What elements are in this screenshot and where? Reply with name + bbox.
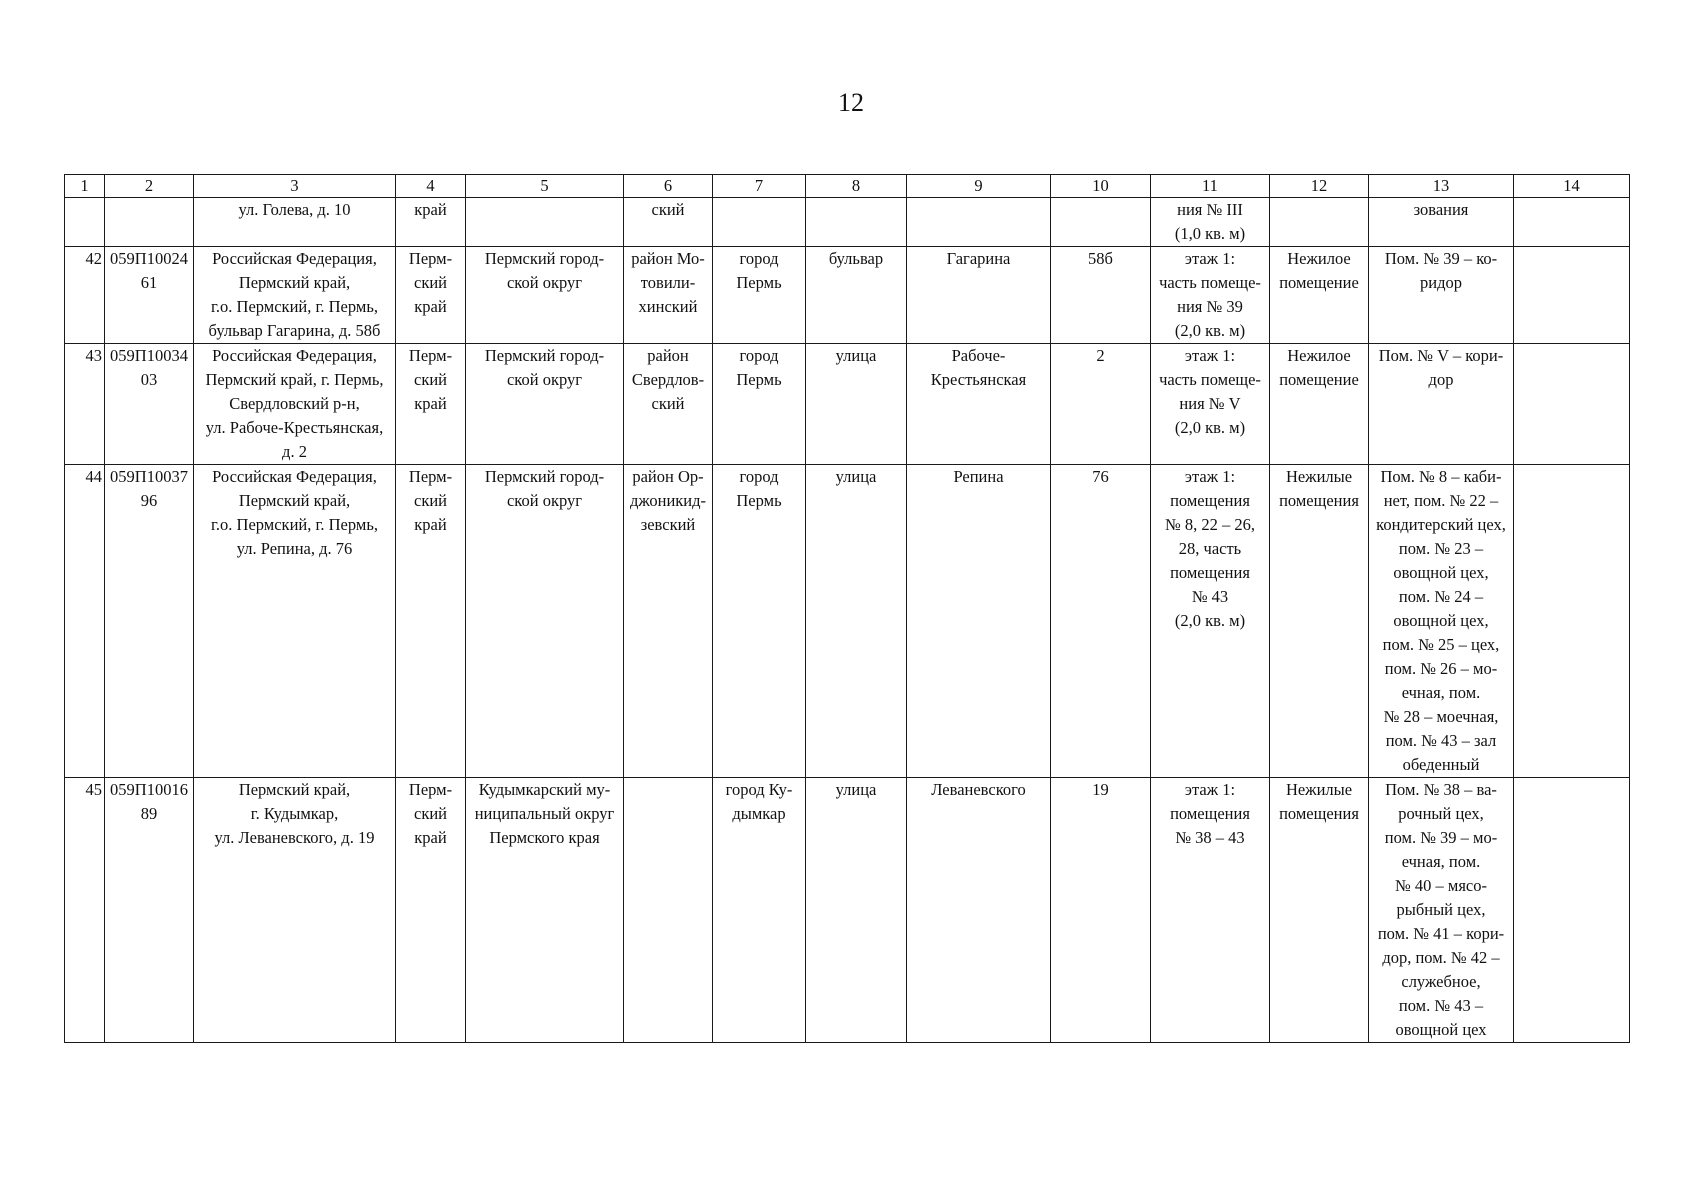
property-table bbox=[64, 174, 1630, 1043]
cell-city: город Ку- дымкар bbox=[713, 778, 806, 1043]
table-row-43 bbox=[65, 344, 1630, 465]
cell-district: ский bbox=[624, 198, 713, 247]
cell-house-number bbox=[1051, 198, 1151, 247]
cell-address: Российская Федерация, Пермский край, г.о. Пермский, г. Пермь, ул. Репина, д. 76 bbox=[194, 465, 396, 778]
cell-house-number: 58б bbox=[1051, 247, 1151, 344]
cell-street-type: улица bbox=[806, 465, 907, 778]
cell-street-name: Гагарина bbox=[907, 247, 1051, 344]
cell-premises-purpose: зования bbox=[1369, 198, 1514, 247]
table-row-45 bbox=[65, 778, 1630, 1043]
cell-house-number: 2 bbox=[1051, 344, 1151, 465]
cell-col14 bbox=[1514, 465, 1630, 778]
col-header-1: 1 bbox=[65, 175, 105, 198]
cell-region: Перм- ский край bbox=[396, 465, 466, 778]
cell-region: Перм- ский край bbox=[396, 778, 466, 1043]
cell-street-name: Леваневского bbox=[907, 778, 1051, 1043]
cell-floor-premises: этаж 1: помещения № 38 – 43 bbox=[1151, 778, 1270, 1043]
col-header-11: 11 bbox=[1151, 175, 1270, 198]
cell-street-type bbox=[806, 198, 907, 247]
cell-premises-type: Нежилое помещение bbox=[1270, 344, 1369, 465]
cell-street-name bbox=[907, 198, 1051, 247]
cell-number: 45 bbox=[65, 778, 105, 1043]
cell-cadastral-id: 059П10034 03 bbox=[105, 344, 194, 465]
cell-street-name: Рабоче- Крестьянская bbox=[907, 344, 1051, 465]
cell-col14 bbox=[1514, 344, 1630, 465]
cell-street-type: бульвар bbox=[806, 247, 907, 344]
col-header-9: 9 bbox=[907, 175, 1051, 198]
cell-city: город Пермь bbox=[713, 465, 806, 778]
page-number: 12 bbox=[838, 88, 864, 117]
cell-street-type: улица bbox=[806, 778, 907, 1043]
cell-street-type: улица bbox=[806, 344, 907, 465]
cell-cadastral-id bbox=[105, 198, 194, 247]
cell-municipality: Пермский город- ской округ bbox=[466, 344, 624, 465]
col-header-13: 13 bbox=[1369, 175, 1514, 198]
cell-district: район Мо- товили- хинский bbox=[624, 247, 713, 344]
table-row-continuation bbox=[65, 198, 1630, 247]
cell-cadastral-id: 059П10024 61 bbox=[105, 247, 194, 344]
cell-floor-premises: этаж 1: часть помеще- ния № 39 (2,0 кв. м) bbox=[1151, 247, 1270, 344]
cell-district bbox=[624, 778, 713, 1043]
cell-region: край bbox=[396, 198, 466, 247]
cell-number: 44 bbox=[65, 465, 105, 778]
cell-street-name: Репина bbox=[907, 465, 1051, 778]
table-row-44 bbox=[65, 465, 1630, 778]
col-header-5: 5 bbox=[466, 175, 624, 198]
cell-floor-premises: этаж 1: помещения № 8, 22 – 26, 28, часть помещения № 43 (2,0 кв. м) bbox=[1151, 465, 1270, 778]
cell-col14 bbox=[1514, 198, 1630, 247]
cell-cadastral-id: 059П10037 96 bbox=[105, 465, 194, 778]
col-header-8: 8 bbox=[806, 175, 907, 198]
cell-col14 bbox=[1514, 778, 1630, 1043]
col-header-4: 4 bbox=[396, 175, 466, 198]
cell-city bbox=[713, 198, 806, 247]
cell-premises-purpose: Пом. № 39 – ко- ридор bbox=[1369, 247, 1514, 344]
cell-floor-premises: ния № III (1,0 кв. м) bbox=[1151, 198, 1270, 247]
col-header-14: 14 bbox=[1514, 175, 1630, 198]
cell-district: район Ор- джоникид- зевский bbox=[624, 465, 713, 778]
cell-city: город Пермь bbox=[713, 344, 806, 465]
cell-number bbox=[65, 198, 105, 247]
cell-address: Российская Федерация, Пермский край, г.о. Пермский, г. Пермь, бульвар Гагарина, д. 58б bbox=[194, 247, 396, 344]
cell-region: Перм- ский край bbox=[396, 247, 466, 344]
cell-premises-purpose: Пом. № 8 – каби- нет, пом. № 22 – кондитерский цех, пом. № 23 – овощной цех, пом. № 24 – овощной цех, пом. № 25 – цех, пом. № 26 – мо- ечная, пом. № 28 – моечная, пом. № 43 – зал обеденный bbox=[1369, 465, 1514, 778]
col-header-7: 7 bbox=[713, 175, 806, 198]
header-row bbox=[65, 175, 1630, 198]
col-header-12: 12 bbox=[1270, 175, 1369, 198]
cell-premises-type: Нежилое помещение bbox=[1270, 247, 1369, 344]
cell-col14 bbox=[1514, 247, 1630, 344]
cell-municipality: Пермский город- ской округ bbox=[466, 247, 624, 344]
table-row-42 bbox=[65, 247, 1630, 344]
cell-municipality: Кудымкарский му- ниципальный округ Пермского края bbox=[466, 778, 624, 1043]
col-header-6: 6 bbox=[624, 175, 713, 198]
col-header-10: 10 bbox=[1051, 175, 1151, 198]
cell-address: ул. Голева, д. 10 bbox=[194, 198, 396, 247]
cell-municipality bbox=[466, 198, 624, 247]
cell-address: Российская Федерация, Пермский край, г. Пермь, Свердловский р-н, ул. Рабоче-Крестьянская, д. 2 bbox=[194, 344, 396, 465]
col-header-3: 3 bbox=[194, 175, 396, 198]
cell-region: Перм- ский край bbox=[396, 344, 466, 465]
cell-district: район Свердлов- ский bbox=[624, 344, 713, 465]
cell-premises-purpose: Пом. № V – кори- дор bbox=[1369, 344, 1514, 465]
cell-premises-type bbox=[1270, 198, 1369, 247]
cell-number: 42 bbox=[65, 247, 105, 344]
cell-floor-premises: этаж 1: часть помеще- ния № V (2,0 кв. м) bbox=[1151, 344, 1270, 465]
cell-house-number: 76 bbox=[1051, 465, 1151, 778]
cell-cadastral-id: 059П10016 89 bbox=[105, 778, 194, 1043]
cell-premises-type: Нежилые помещения bbox=[1270, 778, 1369, 1043]
cell-premises-purpose: Пом. № 38 – ва- рочный цех, пом. № 39 – мо- ечная, пом. № 40 – мясо- рыбный цех, пом. № 41 – кори- дор, пом. № 42 – служебное, пом. № 43 – овощной цех bbox=[1369, 778, 1514, 1043]
cell-number: 43 bbox=[65, 344, 105, 465]
cell-address: Пермский край, г. Кудымкар, ул. Леваневского, д. 19 bbox=[194, 778, 396, 1043]
cell-municipality: Пермский город- ской округ bbox=[466, 465, 624, 778]
cell-premises-type: Нежилые помещения bbox=[1270, 465, 1369, 778]
cell-city: город Пермь bbox=[713, 247, 806, 344]
col-header-2: 2 bbox=[105, 175, 194, 198]
cell-house-number: 19 bbox=[1051, 778, 1151, 1043]
